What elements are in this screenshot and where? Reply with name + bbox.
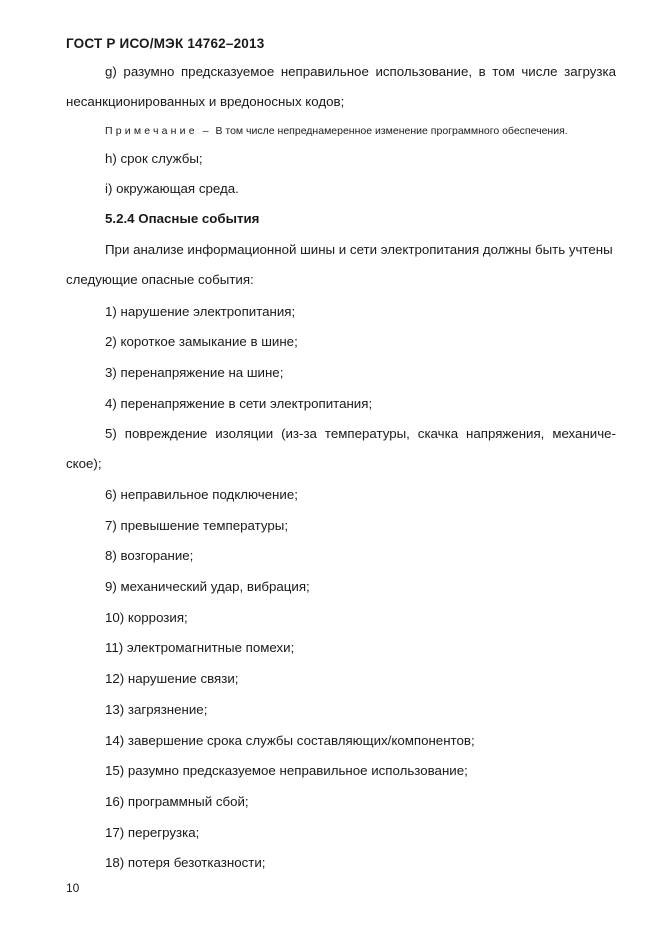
event-item: 6) неправильное подключение; bbox=[105, 487, 298, 502]
event-item: 4) перенапряжение в сети электропитания; bbox=[105, 396, 373, 411]
event-item: 3) перенапряжение на шине; bbox=[105, 365, 284, 380]
event-item: 7) превышение температуры; bbox=[105, 518, 289, 533]
list-item-h: h) срок службы; bbox=[105, 151, 203, 166]
note bbox=[105, 125, 568, 137]
word: загрузка bbox=[564, 64, 616, 79]
page-number: 10 bbox=[66, 881, 80, 895]
event-item-5-continuation: ское); bbox=[66, 456, 102, 471]
event-item: 17) перегрузка; bbox=[105, 825, 200, 840]
document-header: ГОСТ Р ИСО/МЭК 14762–2013 bbox=[66, 36, 265, 51]
event-item: 2) короткое замыкание в шине; bbox=[105, 334, 298, 349]
word: повреждение bbox=[124, 426, 208, 441]
word: использование, bbox=[375, 64, 473, 79]
section-heading: 5.2.4 Опасные события bbox=[105, 211, 260, 226]
word: том bbox=[492, 64, 515, 79]
note-text: В том числе непреднамеренное изменение программного обеспечения. bbox=[215, 125, 568, 137]
event-item: 1) нарушение электропитания; bbox=[105, 304, 296, 319]
intro-line-1: При анализе информационной шины и сети электропитания должны быть учтены bbox=[105, 242, 613, 257]
event-item: 15) разумно предсказуемое неправильное использование; bbox=[105, 763, 468, 778]
word: изоляции bbox=[215, 426, 274, 441]
note-dash: – bbox=[202, 125, 209, 137]
list-item-g bbox=[105, 64, 616, 79]
event-item: 16) программный сбой; bbox=[105, 794, 249, 809]
event-item-5 bbox=[105, 426, 616, 441]
event-item: 8) возгорание; bbox=[105, 548, 194, 563]
word: неправильное bbox=[280, 64, 369, 79]
word: 5) bbox=[105, 426, 117, 441]
word: g) bbox=[105, 64, 117, 79]
event-item: 12) нарушение связи; bbox=[105, 671, 239, 686]
word: механиче- bbox=[552, 426, 616, 441]
event-item: 14) завершение срока службы составляющих/компонентов; bbox=[105, 733, 475, 748]
word: (из-за bbox=[281, 426, 317, 441]
word: напряжения, bbox=[466, 426, 545, 441]
note-label: Примечание bbox=[105, 125, 198, 137]
intro-line-2: следующие опасные события: bbox=[66, 272, 254, 287]
event-item: 13) загрязнение; bbox=[105, 702, 208, 717]
word: предсказуемое bbox=[180, 64, 275, 79]
event-item: 18) потеря безотказности; bbox=[105, 855, 266, 870]
event-item: 9) механический удар, вибрация; bbox=[105, 579, 310, 594]
word: скачка bbox=[417, 426, 459, 441]
event-item: 10) коррозия; bbox=[105, 610, 188, 625]
word: в bbox=[478, 64, 486, 79]
word: разумно bbox=[123, 64, 175, 79]
word: числе bbox=[521, 64, 558, 79]
event-item: 11) электромагнитные помехи; bbox=[105, 640, 295, 655]
list-item-i: i) окружающая среда. bbox=[105, 181, 239, 196]
word: температуры, bbox=[324, 426, 410, 441]
list-item-g-continuation: несанкционированных и вредоносных кодов; bbox=[66, 94, 345, 109]
